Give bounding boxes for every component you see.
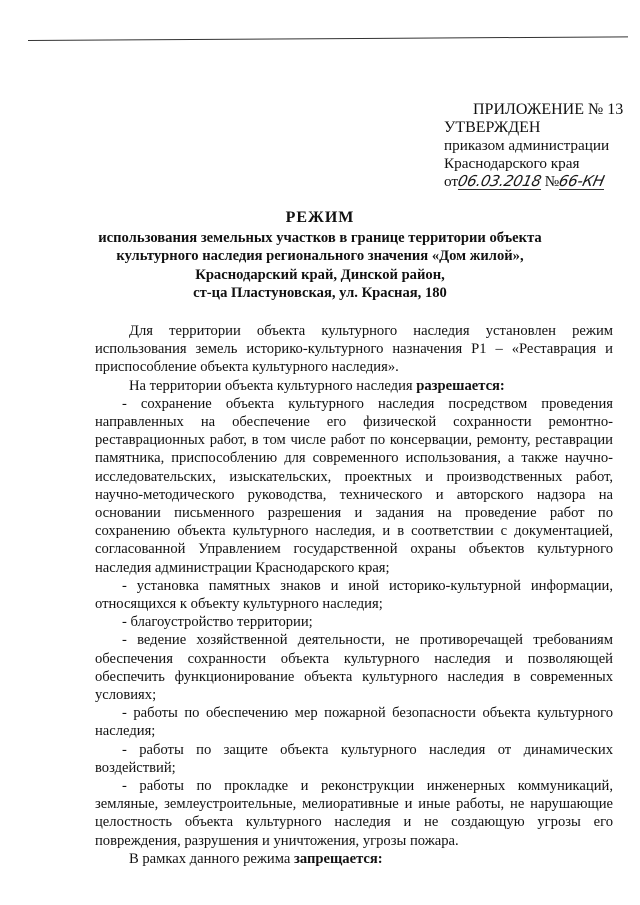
- approved-label: УТВЕРЖДЕН: [444, 119, 541, 136]
- allowed-heading: [95, 377, 613, 395]
- forbidden-heading: [95, 850, 613, 868]
- title-line-1: использования земельных участков в границе территории объекта: [98, 229, 542, 246]
- title-line-2: культурного наследия регионального значения «Дом жилой»,: [116, 248, 524, 265]
- appendix-label: ПРИЛОЖЕНИЕ № 13: [473, 101, 624, 118]
- order-line-1: приказом администрации: [444, 137, 610, 154]
- handwritten-date: 06.03.2018: [456, 172, 543, 190]
- allowed-prefix: На территории объекта культурного наследия: [129, 377, 417, 394]
- order-line-2: Краснодарского края: [444, 155, 580, 172]
- list-item: - работы по обеспечению мер пожарной безопасности объекта культурного наследия;: [95, 705, 613, 740]
- list-item: - ведение хозяйственной деятельности, не противоречащей требованиям обеспечения сохранности объекта культурного наследия и позволяющей обеспечить функционирование объекта культурного наследия в современных условиях;: [95, 632, 613, 704]
- date-field: [458, 174, 541, 190]
- list-item: - работы по защите объекта культурного наследия от динамических воздействий;: [95, 741, 613, 776]
- order-date-line: [444, 173, 634, 191]
- list-item: - благоустройство территории;: [122, 614, 313, 631]
- title-main: РЕЖИМ: [285, 209, 355, 226]
- forbidden-bold: запрещается:: [294, 850, 383, 867]
- title-line-3: Краснодарский край, Динской район,: [195, 266, 445, 283]
- title-line-4: ст-ца Пластуновская, ул. Красная, 180: [193, 285, 447, 302]
- handwritten-number: 66-КН: [557, 172, 607, 190]
- list-item: - установка памятных знаков и иной историко-культурной информации, относящихся к объекту культурного наследия;: [95, 577, 613, 613]
- list-item: - сохранение объекта культурного наследия посредством проведения направленных на обеспечение его физической сохранности ремонтно-реставрационных работ, в том числе работ по консервации, ремонту, реставрации памятника, приспособлению для современного использования, а также научно-исследовательских, изыскательских, проектных и производственных работ, научно-методического руководства, технического и авторского надзора на основании письменного разрешения и задания на проведение работ по сохранению объекта культурного наследия, и в соответствии с документацией, согласованной Управлением государственной охраны объектов культурного наследия администрации Краснодарского края;: [95, 395, 613, 576]
- intro-paragraph: Для территории объекта культурного наследия установлен режим использования земель историко-культурного назначения Р1 – «Реставрация и приспособление объекта культурного наследия».: [95, 323, 613, 376]
- list-item: - работы по прокладке и реконструкции инженерных коммуникаций, земляные, землеустроительные, мелиоративные и иные работы, не нарушающие целостность объекта культурного наследия и не создающую угрозы его повреждения, разрушения и уничтожения, угрозы пожара.: [95, 778, 613, 849]
- approval-block: [444, 101, 634, 191]
- number-prefix: №: [544, 173, 560, 190]
- allowed-bold: разрешается:: [416, 377, 505, 394]
- date-prefix: от: [444, 173, 459, 190]
- document-title: [70, 209, 570, 303]
- document-body: [95, 322, 613, 868]
- top-border-line: [28, 36, 628, 41]
- forbidden-prefix: В рамках данного режима: [129, 850, 294, 867]
- number-field: [557, 172, 607, 190]
